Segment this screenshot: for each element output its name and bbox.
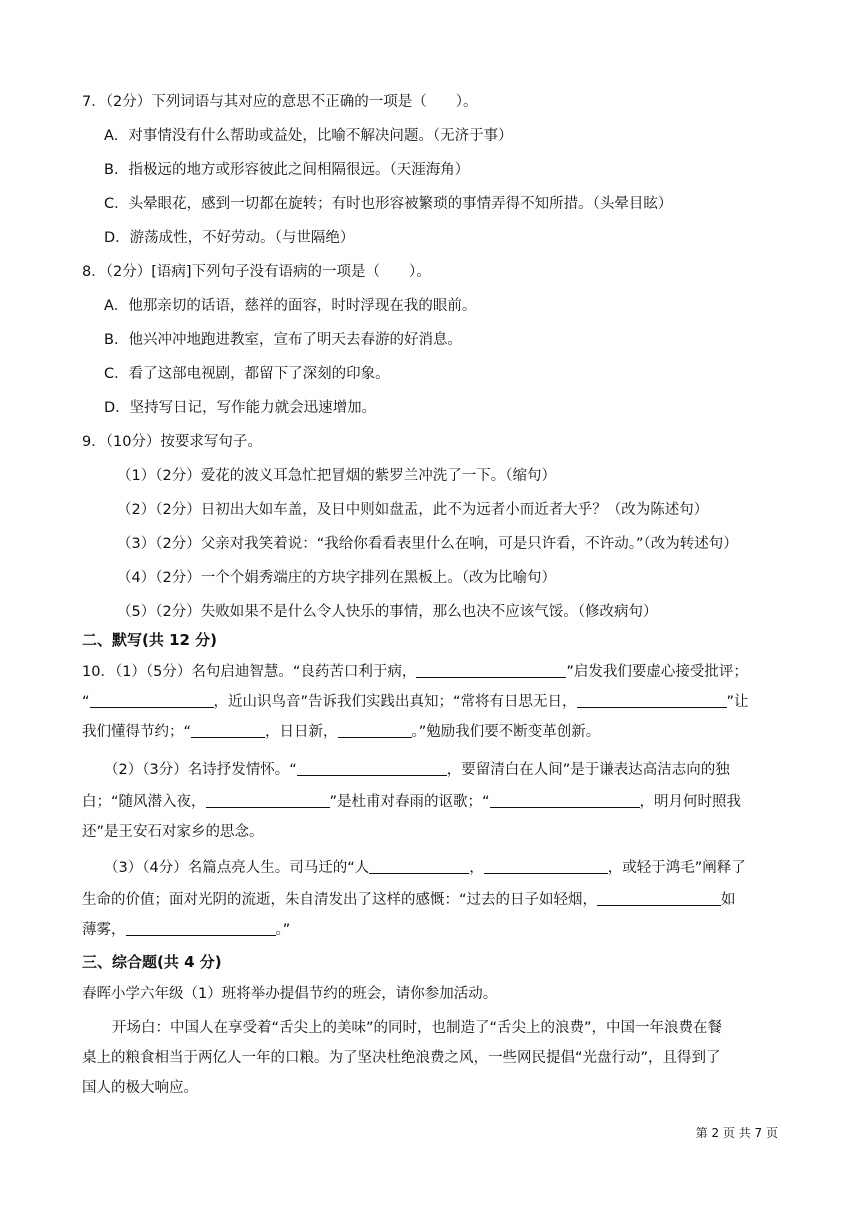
section3-heading: 三、综合题(共 4 分) xyxy=(82,953,222,971)
answer-blank[interactable] xyxy=(369,859,469,874)
text: ，明月何时照我 xyxy=(639,794,742,810)
q8-option-a: A．他那亲切的话语，慈祥的面容，时时浮现在我的眼前。 xyxy=(104,298,477,314)
section2-p1-line3 xyxy=(82,722,600,742)
text: ，要留清白在人间”是于谦表达高洁志向的独 xyxy=(446,762,730,778)
q8-stem: 8．（2分）[语病]下列句子没有语病的一项是（ ）。 xyxy=(82,264,431,280)
q7-stem: 7．（2分）下列词语与其对应的意思不正确的一项是（ ）。 xyxy=(82,94,478,110)
section2-p2-line1 xyxy=(104,760,730,780)
text: 薄雾， xyxy=(82,922,126,938)
answer-blank[interactable] xyxy=(90,693,214,708)
q9-item-3: （3）（2分）父亲对我笑着说：“我给你看看表里什么在响，可是只许看，不许动。”（改为转述句） xyxy=(117,536,738,552)
section2-p3-line1 xyxy=(104,858,746,878)
text: 我们懂得节约；“ xyxy=(82,724,192,740)
answer-blank[interactable] xyxy=(191,723,265,738)
page-number: 第 2 页 共 7 页 xyxy=(695,1126,778,1140)
text: ，或轻于鸿毛”阐释了 xyxy=(607,860,746,876)
q8-option-b: B．他兴冲冲地跑进教室，宣布了明天去春游的好消息。 xyxy=(104,332,462,348)
q9-item-5: （5）（2分）失败如果不是什么令人快乐的事情，那么也决不应该气馁。（修改病句） xyxy=(117,604,658,620)
answer-blank[interactable] xyxy=(577,693,727,708)
q7-option-b: B．指极远的地方或形容彼此之间相隔很远。（天涯海角） xyxy=(104,162,470,178)
section2-p2-line2 xyxy=(82,792,741,812)
section2-p1-line2 xyxy=(82,692,749,712)
answer-blank[interactable] xyxy=(597,891,721,906)
section3-para-line2: 桌上的粮食相当于两亿人一年的口粮。为了坚决杜绝浪费之风，一些网民提倡“光盘行动”，且得到了 xyxy=(82,1050,721,1066)
text: ”是杜甫对春雨的讴歌；“ xyxy=(329,794,490,810)
answer-blank[interactable] xyxy=(416,663,566,678)
text: 白；“随风潜入夜， xyxy=(82,794,206,810)
section2-p3-line2 xyxy=(82,890,736,910)
text: 。”勉励我们要不断变革创新。 xyxy=(411,724,601,740)
text: ，近山识鸟音”告诉我们实践出真知；“常将有日思无日， xyxy=(213,694,577,710)
section2-p2-line3: 还”是王安石对家乡的思念。 xyxy=(82,824,264,840)
q7-option-c: C．头晕眼花，感到一切都在旋转；有时也形容被繁琐的事情弄得不知所措。（头晕目眩） xyxy=(104,196,673,212)
q8-option-c: C．看了这部电视剧，都留下了深刻的印象。 xyxy=(104,366,390,382)
answer-blank[interactable] xyxy=(206,793,330,808)
answer-blank[interactable] xyxy=(126,921,276,936)
q9-item-2: （2）（2分）日初出大如车盖，及日中则如盘盂，此不为远者小而近者大乎？（改为陈述句） xyxy=(117,502,709,518)
text: ，日日新， xyxy=(265,724,338,740)
text: 10．（1）（5分）名句启迪智慧。“良药苦口利于病， xyxy=(82,664,417,680)
section3-intro: 春晖小学六年级（1）班将举办提倡节约的班会，请你参加活动。 xyxy=(82,986,498,1002)
answer-blank[interactable] xyxy=(297,761,447,776)
answer-blank[interactable] xyxy=(338,723,412,738)
text: “ xyxy=(82,694,90,710)
section2-heading: 二、默写(共 12 分) xyxy=(82,631,218,649)
q8-option-d: D．坚持写日记，写作能力就会迅速增加。 xyxy=(104,400,377,416)
answer-blank[interactable] xyxy=(484,859,608,874)
text: ， xyxy=(469,860,484,876)
answer-blank[interactable] xyxy=(490,793,640,808)
section2-p1-line1 xyxy=(82,662,748,682)
q9-item-1: （1）（2分）爱花的波义耳急忙把冒烟的紫罗兰冲洗了一下。（缩句） xyxy=(117,468,556,484)
section2-p3-line3 xyxy=(82,920,290,940)
text: ”让 xyxy=(726,694,749,710)
q7-option-d: D．游荡成性，不好劳动。（与世隔绝） xyxy=(104,230,355,246)
q7-option-a: A．对事情没有什么帮助或益处，比喻不解决问题。（无济于事） xyxy=(104,128,513,144)
q9-stem: 9．（10分）按要求写句子。 xyxy=(82,434,262,450)
section3-para-line3: 国人的极大响应。 xyxy=(82,1080,198,1096)
text: （3）（4分）名篇点亮人生。司马迁的“人 xyxy=(104,860,370,876)
text: （2）（3分）名诗抒发情怀。“ xyxy=(104,762,297,778)
q9-item-4: （4）（2分）一个个娟秀端庄的方块字排列在黑板上。（改为比喻句） xyxy=(117,570,556,586)
section3-para-line1: 开场白：中国人在享受着“舌尖上的美味”的同时，也制造了“舌尖上的浪费”，中国一年浪费在餐 xyxy=(112,1020,723,1036)
text: ”启发我们要虚心接受批评； xyxy=(566,664,748,680)
text: 生命的价值；面对光阴的流逝，朱自清发出了这样的感慨：“过去的日子如轻烟， xyxy=(82,892,598,908)
text: 如 xyxy=(721,892,736,908)
text: 。” xyxy=(275,922,291,938)
